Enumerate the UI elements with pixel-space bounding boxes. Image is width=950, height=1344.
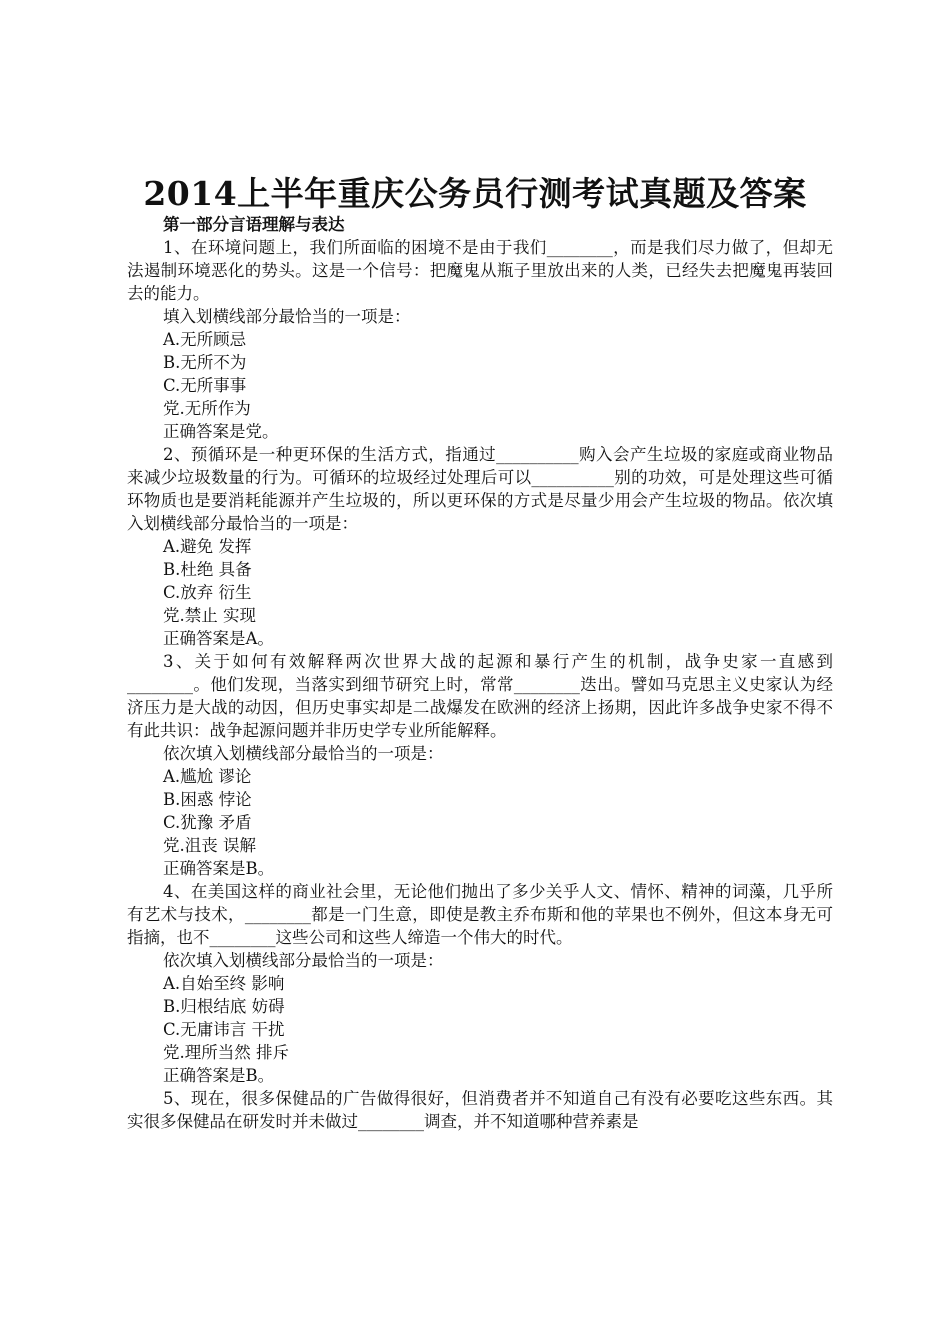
question-stem: 3、关于如何有效解释两次世界大战的起源和暴行产生的机制，战争史家一直感到________。他们发现，当落实到细节研究上时，常常________迭出。譬如马克思主义史家认为经济压力是大战的动因，但历史事实却是二战爆发在欧洲的经济上扬期，因此许多战争史家不得不有此共识：战争起源问题并非历史学专业所能解释。 xyxy=(127,652,833,740)
question-stem: 1、在环境问题上，我们所面临的困境不是由于我们________，而是我们尽力做了，但却无法遏制环境恶化的势头。这是一个信号：把魔鬼从瓶子里放出来的人类，已经失去把魔鬼再装回去的能力。 xyxy=(127,238,833,303)
option-c: C.无庸讳言 干扰 xyxy=(163,1020,285,1039)
question-5 xyxy=(127,1087,833,1133)
section-heading: 第一部分言语理解与表达 xyxy=(163,215,345,234)
answer-line: 正确答案是党。 xyxy=(163,422,279,441)
option-b: B.归根结底 妨碍 xyxy=(163,997,285,1016)
answer-line: 正确答案是B。 xyxy=(163,1066,275,1085)
option-a: A.自始至终 影响 xyxy=(163,974,285,993)
question-2 xyxy=(127,443,833,650)
option-d: 党.禁止 实现 xyxy=(163,606,256,625)
question-4 xyxy=(127,880,833,1087)
question-prompt: 填入划横线部分最恰当的一项是： xyxy=(163,307,411,326)
answer-line: 正确答案是A。 xyxy=(163,629,274,648)
option-a: A.无所顾忌 xyxy=(163,330,247,349)
option-b: B.无所不为 xyxy=(163,353,247,372)
option-d: 党.无所作为 xyxy=(163,399,251,418)
option-c: C.放弃 衍生 xyxy=(163,583,252,602)
option-d: 党.理所当然 排斥 xyxy=(163,1043,289,1062)
question-stem: 4、在美国这样的商业社会里，无论他们抛出了多少关乎人文、情怀、精神的词藻，几乎所有艺术与技术，________都是一门生意，即使是教主乔布斯和他的苹果也不例外，但这本身无可指摘，也不________这些公司和这些人缔造一个伟大的时代。 xyxy=(127,882,833,947)
option-d: 党.沮丧 误解 xyxy=(163,836,256,855)
option-a: A.避免 发挥 xyxy=(163,537,252,556)
answer-line: 正确答案是B。 xyxy=(163,859,275,878)
option-c: C.犹豫 矛盾 xyxy=(163,813,252,832)
document-title: 2014上半年重庆公务员行测考试真题及答案 xyxy=(143,174,807,213)
question-stem: 2、预循环是一种更环保的生活方式，指通过__________购入会产生垃圾的家庭或商业物品来减少垃圾数量的行为。可循环的垃圾经过处理后可以__________别的功效，可是处理这些可循环物质也是要消耗能源并产生垃圾的，所以更环保的方式是尽量少用会产生垃圾的物品。依次填入划横线部分最恰当的一项是： xyxy=(127,445,833,533)
question-3 xyxy=(127,650,833,880)
question-stem: 5、现在，很多保健品的广告做得很好，但消费者并不知道自己有没有必要吃这些东西。其实很多保健品在研发时并未做过________调查，并不知道哪种营养素是 xyxy=(127,1089,833,1131)
option-b: B.杜绝 具备 xyxy=(163,560,252,579)
option-b: B.困惑 悖论 xyxy=(163,790,252,809)
document-body xyxy=(127,213,833,1133)
option-c: C.无所事事 xyxy=(163,376,247,395)
question-1 xyxy=(127,236,833,443)
question-prompt: 依次填入划横线部分最恰当的一项是： xyxy=(163,744,444,763)
option-a: A.尴尬 谬论 xyxy=(163,767,252,786)
question-prompt: 依次填入划横线部分最恰当的一项是： xyxy=(163,951,444,970)
